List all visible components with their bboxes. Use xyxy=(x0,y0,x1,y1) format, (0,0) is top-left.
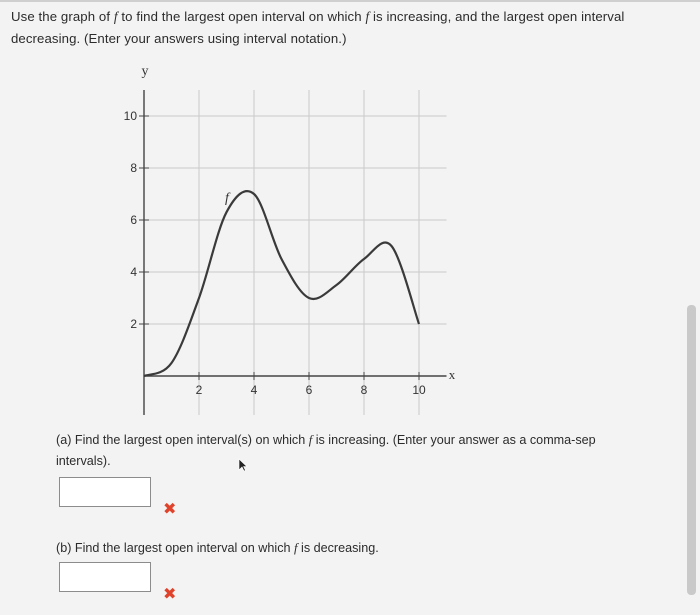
graph-svg xyxy=(108,60,463,422)
x-tick-label: 2 xyxy=(195,383,203,397)
part-b-prompt xyxy=(56,538,696,559)
function-graph xyxy=(108,60,463,422)
question-text xyxy=(11,6,696,50)
question-text-part: decreasing. (Enter your answers using interval notation.) xyxy=(11,31,347,46)
question-text-part: is increasing, and the largest open interval xyxy=(369,9,625,24)
incorrect-icon: ✖ xyxy=(163,501,177,518)
function-name: f xyxy=(308,433,313,447)
part-b-text: (b) Find the largest open interval on which xyxy=(56,541,295,555)
mouse-cursor-icon xyxy=(238,458,248,477)
incorrect-icon: ✖ xyxy=(163,586,177,603)
x-tick-label: 8 xyxy=(360,383,368,397)
function-name: f xyxy=(113,9,118,24)
question-text-part: Use the graph of xyxy=(11,9,114,24)
part-a-text: is increasing. (Enter your answer as a comma-sep xyxy=(312,433,596,447)
top-divider xyxy=(0,0,700,2)
axes xyxy=(142,64,456,415)
part-a-text: (a) Find the largest open interval(s) on which xyxy=(56,433,309,447)
question-text-part: to find the largest open interval on which xyxy=(117,9,366,24)
part-a-text: intervals). xyxy=(56,454,111,468)
y-tick-label: 2 xyxy=(130,317,137,331)
curve-label: f xyxy=(225,191,229,206)
x-tick-label: 10 xyxy=(412,383,426,397)
tick-labels xyxy=(124,109,426,397)
grid xyxy=(144,90,447,415)
y-tick-label: 8 xyxy=(130,161,137,175)
part-b-answer-input[interactable] xyxy=(59,562,151,592)
function-curve xyxy=(144,191,419,376)
y-tick-label: 10 xyxy=(123,109,137,123)
y-axis-label: y xyxy=(141,64,149,79)
scrollbar[interactable] xyxy=(687,305,696,595)
y-tick-label: 4 xyxy=(130,265,137,279)
y-tick-label: 6 xyxy=(130,213,137,227)
x-axis-label: x xyxy=(448,367,456,382)
part-a-answer-input[interactable] xyxy=(59,477,151,507)
x-tick-label: 4 xyxy=(250,383,258,397)
function-name: f xyxy=(294,541,298,555)
function-name: f xyxy=(365,9,370,24)
x-tick-label: 6 xyxy=(305,383,313,397)
part-a-prompt xyxy=(56,430,696,472)
part-b-text: is decreasing. xyxy=(297,541,379,555)
